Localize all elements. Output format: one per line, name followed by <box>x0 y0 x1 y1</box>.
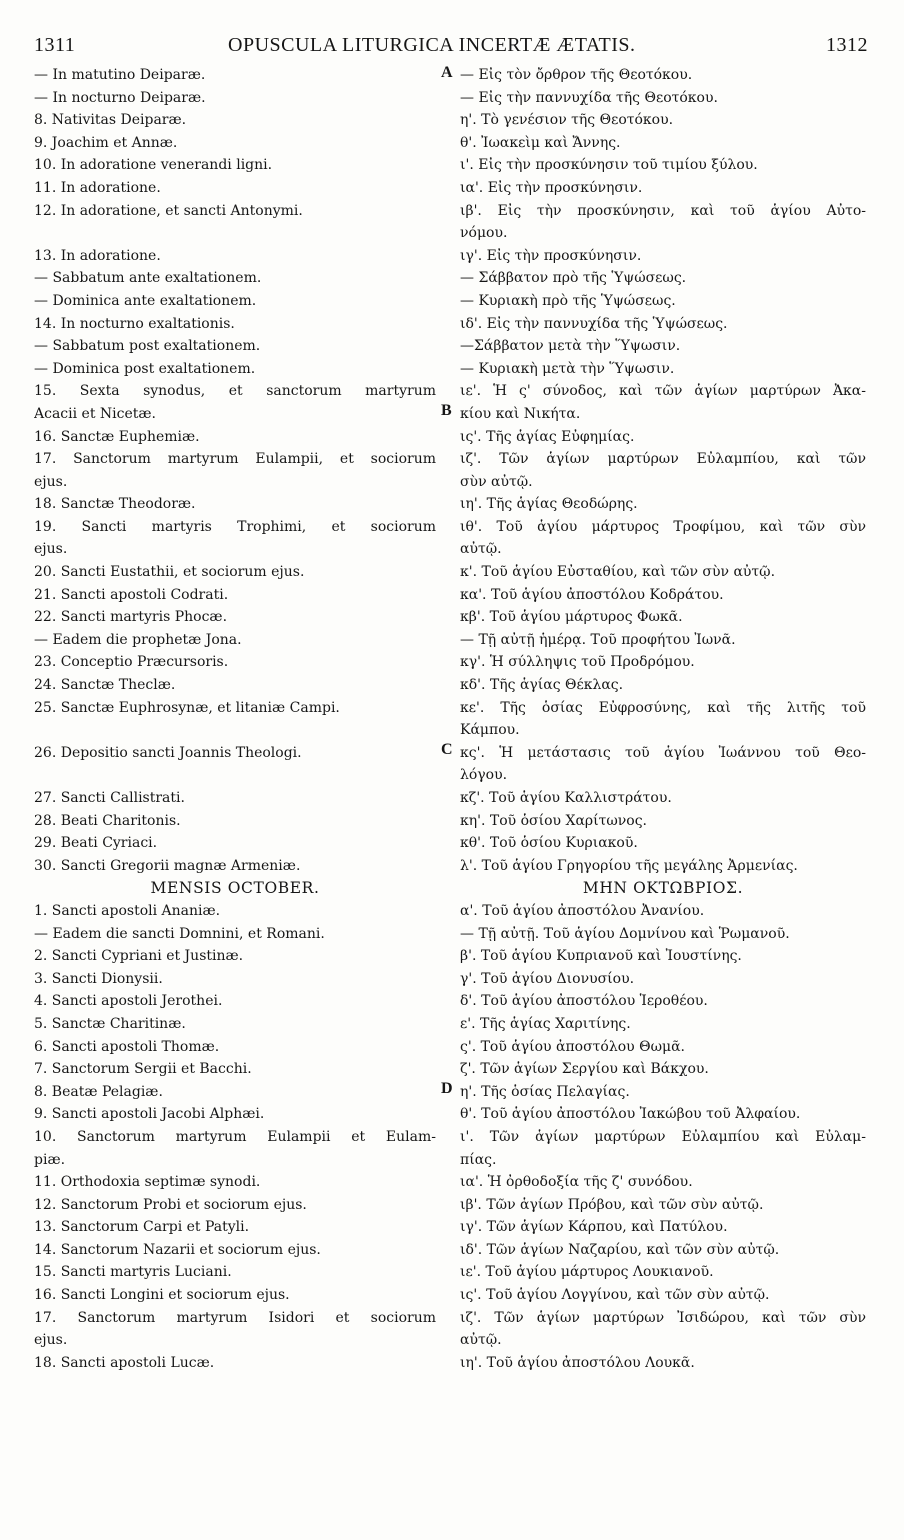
greek-entry-line: — Κυριακὴ πρὸ τῆς Ὑψώσεως. <box>460 292 676 309</box>
latin-entry-line: 17. Sanctorum martyrum Eulampii, et sociorum <box>34 451 436 468</box>
greek-entry-line: — Κυριακὴ μετὰ τὴν Ὕψωσιν. <box>460 360 675 377</box>
greek-entry-line: κδ'. Τῆς ἁγίας Θέκλας. <box>460 677 624 694</box>
page-number-left: 1311 <box>34 34 76 56</box>
latin-entry-line: 9. Sancti apostoli Jacobi Alphæi. <box>34 1106 265 1123</box>
greek-column <box>460 64 866 1374</box>
latin-entry-line: 11. In adoratione. <box>34 179 161 196</box>
greek-entry-line: — Τῇ αὐτῇ. Τοῦ ἁγίου Δομνίνου καὶ Ῥωμανοῦ. <box>460 925 790 942</box>
latin-entry-line: 14. Sanctorum Nazarii et sociorum ejus. <box>34 1241 321 1258</box>
latin-entry-line: 13. Sanctorum Carpi et Patyli. <box>34 1219 250 1236</box>
latin-entry-line: — Dominica post exaltationem. <box>34 360 256 377</box>
greek-entry-line: ιζ'. Τῶν ἁγίων μαρτύρων Εὐλαμπίου, καὶ τῶν <box>460 451 866 468</box>
latin-entry-line: 8. Nativitas Deiparæ. <box>34 112 187 129</box>
greek-month-heading: ΜΗΝ ΟΚΤΩΒΡΙΟΣ. <box>582 879 744 898</box>
latin-entry-line: ejus. <box>34 541 68 558</box>
greek-entry-line: λόγου. <box>460 767 508 784</box>
latin-entry-line: 2. Sancti Cypriani et Justinæ. <box>34 948 244 965</box>
latin-entry-line: — In matutino Deiparæ. <box>34 67 206 83</box>
latin-entry-line: 1. Sancti apostoli Ananiæ. <box>34 902 221 919</box>
greek-entry-line: ιθ'. Τοῦ ἁγίου μάρτυρος Τροφίμου, καὶ τῶν σὺν <box>460 518 866 535</box>
greek-entry-line: κ'. Τοῦ ἁγίου Εὐσταθίου, καὶ τῶν σὺν αὐτῷ. <box>460 564 776 581</box>
latin-entry-line: 7. Sanctorum Sergii et Bacchi. <box>34 1061 252 1078</box>
latin-entry-line: 5. Sanctæ Charitinæ. <box>34 1015 186 1032</box>
greek-entry-line: κα'. Τοῦ ἁγίου ἀποστόλου Κοδράτου. <box>460 586 724 603</box>
greek-entry-line: ιδ'. Εἰς τὴν παννυχίδα τῆς Ὑψώσεως. <box>460 315 728 332</box>
latin-entry-line: 3. Sancti Dionysii. <box>34 970 163 987</box>
greek-entry-line: ς'. Τοῦ ἁγίου ἀποστόλου Θωμᾶ. <box>460 1038 685 1055</box>
greek-entry-line: κζ'. Τοῦ ἁγίου Καλλιστράτου. <box>460 790 672 806</box>
latin-entry-line: 9. Joachim et Annæ. <box>34 134 178 151</box>
latin-entry-line: 15. Sexta synodus, et sanctorum martyrum <box>34 383 436 400</box>
greek-entry-line: θ'. Ἰωακεὶμ καὶ Ἄννης. <box>460 134 621 151</box>
margin-marker-b: B <box>441 402 452 419</box>
greek-entry-line: η'. Τῆς ὁσίας Πελαγίας. <box>460 1083 630 1100</box>
margin-marker-d: D <box>441 1080 453 1097</box>
greek-entry-line: η'. Τὸ γενέσιον τῆς Θεοτόκου. <box>460 112 674 129</box>
greek-entry-line: κγ'. Ἡ σύλληψις τοῦ Προδρόμου. <box>460 654 695 671</box>
greek-entry-line: κη'. Τοῦ ὁσίου Χαρίτωνος. <box>460 812 648 829</box>
latin-entry-line: 27. Sancti Callistrati. <box>34 790 185 806</box>
latin-blank-line <box>34 222 436 245</box>
greek-entry-line: ια'. Ἡ ὀρθοδοξία τῆς ζ' συνόδου. <box>460 1174 693 1191</box>
latin-entry-line: ejus. <box>34 1332 68 1349</box>
greek-entry-line: ι'. Εἰς τὴν προσκύνησιν τοῦ τιμίου ξύλου. <box>460 157 758 174</box>
latin-entry-line: 24. Sanctæ Theclæ. <box>34 677 176 694</box>
greek-entry-line: ι'. Τῶν ἁγίων μαρτύρων Εὐλαμπίου καὶ Εὐλαμ- <box>460 1128 866 1145</box>
greek-entry-line: — Εἰς τὴν παννυχίδα τῆς Θεοτόκου. <box>460 89 718 106</box>
latin-entry-line: 12. Sanctorum Probi et sociorum ejus. <box>34 1196 307 1213</box>
latin-entry-line: — Sabbatum ante exaltationem. <box>34 270 262 287</box>
latin-entry-line: 6. Sancti apostoli Thomæ. <box>34 1038 220 1055</box>
margin-marker-a: A <box>441 64 453 81</box>
latin-entry-line: — Sabbatum post exaltationem. <box>34 338 261 355</box>
latin-entry-line: ejus. <box>34 473 68 490</box>
latin-entry-line: 28. Beati Charitonis. <box>34 812 181 829</box>
latin-entry-line: 16. Sanctæ Euphemiæ. <box>34 428 200 445</box>
latin-blank-line <box>34 764 436 787</box>
greek-entry-line: ις'. Τοῦ ἁγίου Λογγίνου, καὶ τῶν σὺν αὐτῷ. <box>460 1287 770 1304</box>
greek-entry-line: β'. Τοῦ ἁγίου Κυπριανοῦ καὶ Ἰουστίνης. <box>460 948 742 965</box>
greek-entry-line: αὐτῷ. <box>460 1332 502 1349</box>
greek-entry-line: — Τῇ αὐτῇ ἡμέρᾳ. Τοῦ προφήτου Ἰωνᾶ. <box>460 631 736 648</box>
latin-entry-line: 11. Orthodoxia septimæ synodi. <box>34 1174 261 1191</box>
greek-entry-line: σὺν αὐτῷ. <box>460 473 533 490</box>
greek-entry-line: ιδ'. Τῶν ἁγίων Ναζαρίου, καὶ τῶν σὺν αὐτῷ. <box>460 1241 780 1258</box>
greek-entry-line: θ'. Τοῦ ἁγίου ἀποστόλου Ἰακώβου τοῦ Ἀλφαίου. <box>460 1106 801 1123</box>
latin-entry-line: 12. In adoratione, et sancti Antonymi. <box>34 202 303 219</box>
latin-entry-line: 18. Sancti apostoli Lucæ. <box>34 1354 215 1371</box>
greek-entry-line: —Σάββατον μετὰ τὴν Ὕψωσιν. <box>460 338 681 355</box>
latin-entry-line: 17. Sanctorum martyrum Isidori et sociorum <box>34 1309 436 1326</box>
margin-marker-c: C <box>441 741 453 758</box>
latin-entry-line: 20. Sancti Eustathii, et sociorum ejus. <box>34 564 305 581</box>
greek-entry-line: κίου καὶ Νικήτα. <box>460 405 581 422</box>
greek-entry-line: Κάμπου. <box>460 722 520 739</box>
greek-entry-line: ιε'. Τοῦ ἁγίου μάρτυρος Λουκιανοῦ. <box>460 1264 714 1281</box>
latin-entry-line: Acacii et Nicetæ. <box>34 405 156 422</box>
latin-entry-line: 16. Sancti Longini et sociorum ejus. <box>34 1287 290 1304</box>
latin-entry-line: 30. Sancti Gregorii magnæ Armeniæ. <box>34 857 301 874</box>
greek-entry-line: ις'. Τῆς ἁγίας Εὐφημίας. <box>460 428 635 445</box>
latin-entry-line: 15. Sancti martyris Luciani. <box>34 1264 232 1281</box>
greek-entry-line: γ'. Τοῦ ἁγίου Διονυσίου. <box>460 970 635 987</box>
latin-column <box>34 64 436 1374</box>
greek-entry-line: ιγ'. Εἰς τὴν προσκύνησιν. <box>460 247 642 264</box>
latin-entry-line: 21. Sancti apostoli Codrati. <box>34 586 229 603</box>
latin-entry-line: 18. Sanctæ Theodoræ. <box>34 496 196 513</box>
greek-entry-line: κθ'. Τοῦ ὁσίου Κυριακοῦ. <box>460 835 638 852</box>
greek-entry-line: λ'. Τοῦ ἁγίου Γρηγορίου τῆς μεγάλης Ἀρμενίας. <box>460 857 798 874</box>
greek-entry-line: ζ'. Τῶν ἁγίων Σεργίου καὶ Βάκχου. <box>460 1061 709 1078</box>
greek-entry-line: ιβ'. Εἰς τὴν προσκύνησιν, καὶ τοῦ ἁγίου Αὐτο- <box>460 202 866 219</box>
greek-entry-line: δ'. Τοῦ ἁγίου ἀποστόλου Ἱεροθέου. <box>460 993 708 1010</box>
greek-entry-line: α'. Τοῦ ἁγίου ἀποστόλου Ἀνανίου. <box>460 902 705 919</box>
greek-entry-line: ια'. Εἰς τὴν προσκύνησιν. <box>460 179 643 196</box>
running-title: OPUSCULA LITURGICA INCERTÆ ÆTATIS. <box>228 34 636 56</box>
latin-entry-line: — Dominica ante exaltationem. <box>34 292 257 309</box>
greek-entry-line: ιγ'. Τῶν ἁγίων Κάρπου, καὶ Πατύλου. <box>460 1219 728 1236</box>
greek-entry-line: κε'. Τῆς ὁσίας Εὐφροσύνης, καὶ τῆς λιτῆς τοῦ <box>460 699 866 716</box>
greek-entry-line: νόμου. <box>460 225 508 242</box>
latin-entry-line: 14. In nocturno exaltationis. <box>34 315 235 332</box>
greek-entry-line: ιη'. Τοῦ ἁγίου ἀποστόλου Λουκᾶ. <box>460 1354 695 1371</box>
latin-entry-line: 22. Sancti martyris Phocæ. <box>34 609 228 626</box>
greek-entry-line: ε'. Τῆς ἁγίας Χαριτίνης. <box>460 1015 631 1032</box>
latin-blank-line <box>34 719 436 742</box>
latin-entry-line: — Eadem die sancti Domnini, et Romani. <box>34 925 325 942</box>
greek-entry-line: πίας. <box>460 1151 497 1168</box>
greek-entry-line: κβ'. Τοῦ ἁγίου μάρτυρος Φωκᾶ. <box>460 609 683 626</box>
greek-entry-line: κς'. Ἡ μετάστασις τοῦ ἁγίου Ἰωάννου τοῦ Θεο- <box>460 744 866 761</box>
latin-entry-line: piæ. <box>34 1151 66 1168</box>
latin-entry-line: 8. Beatæ Pelagiæ. <box>34 1083 163 1100</box>
latin-entry-line: — Eadem die prophetæ Jona. <box>34 631 242 648</box>
latin-entry-line: — In nocturno Deiparæ. <box>34 89 206 106</box>
latin-entry-line: 4. Sancti apostoli Jerothei. <box>34 993 223 1010</box>
page-number-right: 1312 <box>826 34 868 56</box>
latin-month-heading: MENSIS OCTOBER. <box>150 879 320 898</box>
greek-entry-line: αὐτῷ. <box>460 541 502 558</box>
latin-entry-line: 10. In adoratione venerandi ligni. <box>34 157 273 174</box>
latin-entry-line: 25. Sanctæ Euphrosynæ, et litaniæ Campi. <box>34 699 340 716</box>
greek-entry-line: ιζ'. Τῶν ἁγίων μαρτύρων Ἰσιδώρου, καὶ τῶν σὺν <box>460 1309 866 1326</box>
latin-entry-line: 29. Beati Cyriaci. <box>34 835 158 852</box>
greek-entry-line: — Εἰς τὸν ὄρθρον τῆς Θεοτόκου. <box>460 67 693 83</box>
greek-entry-line: ιε'. Ἡ ς' σύνοδος, καὶ τῶν ἁγίων μαρτύρων Ἀκα- <box>460 383 866 400</box>
latin-entry-line: 19. Sancti martyris Trophimi, et sociorum <box>34 518 436 535</box>
latin-entry-line: 23. Conceptio Præcursoris. <box>34 654 229 671</box>
greek-entry-line: ιη'. Τῆς ἁγίας Θεοδώρης. <box>460 496 638 513</box>
latin-entry-line: 10. Sanctorum martyrum Eulampii et Eulam- <box>34 1128 436 1145</box>
latin-entry-line: 13. In adoratione. <box>34 247 161 264</box>
greek-entry-line: — Σάββατον πρὸ τῆς Ὑψώσεως. <box>460 270 687 287</box>
latin-entry-line: 26. Depositio sancti Joannis Theologi. <box>34 744 302 761</box>
greek-entry-line: ιβ'. Τῶν ἁγίων Πρόβου, καὶ τῶν σὺν αὐτῷ. <box>460 1196 764 1213</box>
